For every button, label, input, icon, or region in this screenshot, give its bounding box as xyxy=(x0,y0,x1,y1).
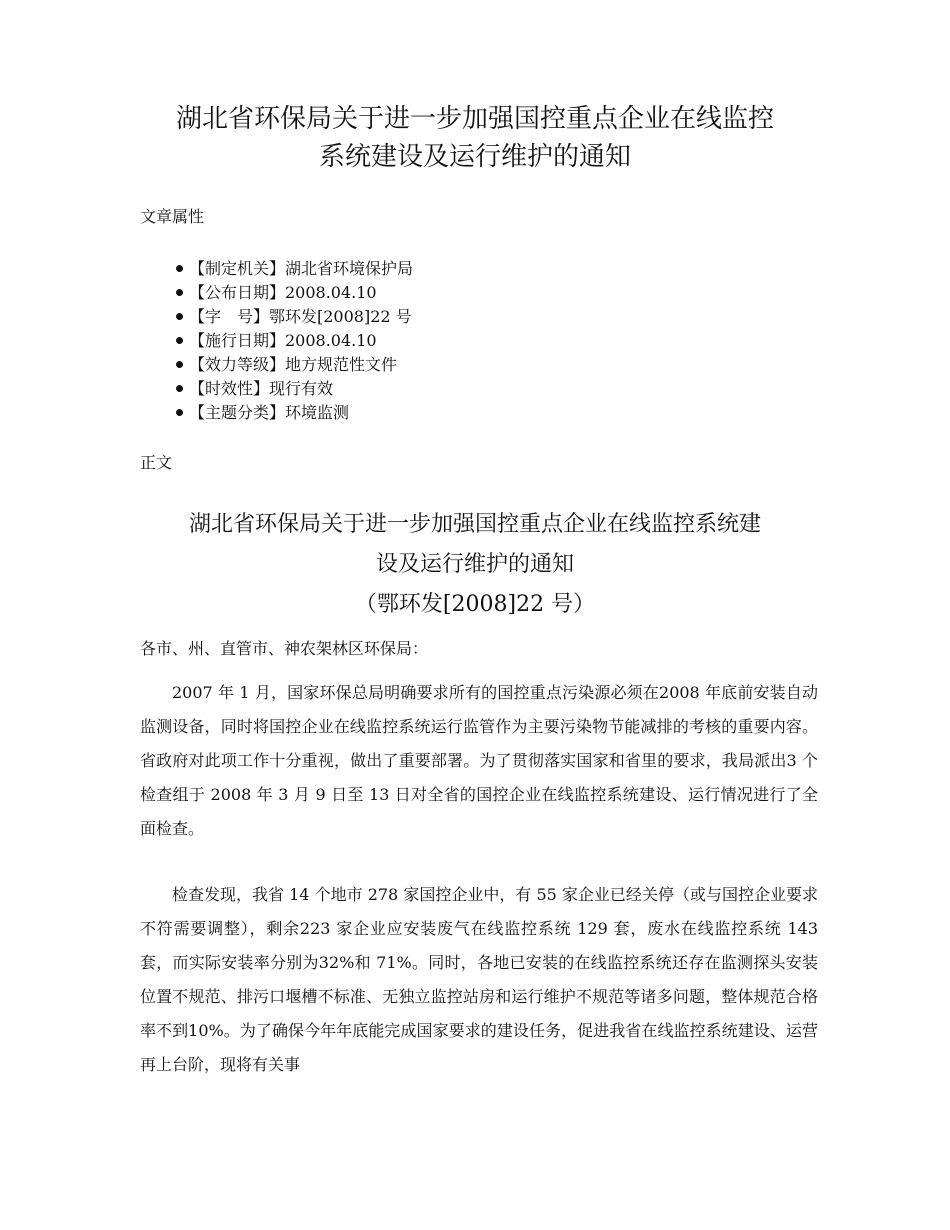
body-title-line: 设及运行维护的通知 xyxy=(375,552,574,577)
attribute-text: 【制定机关】湖北省环境保护局 xyxy=(189,259,414,278)
body-paragraph: 2007 年 1 月，国家环保总局明确要求所有的国控重点污染源必须在2008 年底前安装自动监测设备，同时将国控企业在线监控系统运行监管作为主要污染物节能减排的考核的重要内容。省政府对此项工作十分重视，做出了重要部署。为了贯彻落实国家和省里的要求，我局派出3 个检查组于 2008 年 3 月 9 日至 13 日对全省的国控企业在线监控系统建设、运行情况进行了全面检查。 xyxy=(140,683,818,838)
bullet-icon xyxy=(176,337,183,344)
attribute-text: 【主题分类】环境监测 xyxy=(189,403,350,422)
attribute-text: 【公布日期】2008.04.10 xyxy=(189,283,377,302)
attribute-text: 【施行日期】2008.04.10 xyxy=(189,331,377,350)
body-title-line: 湖北省环保局关于进一步加强国控重点企业在线监控系统建 xyxy=(188,512,761,537)
body-title xyxy=(120,505,830,625)
document-title-line: 湖北省环保局关于进一步加强国控重点企业在线监控 xyxy=(175,104,774,134)
body-paragraph: 检查发现，我省 14 个地市 278 家国控企业中，有 55 家企业已经关停（或与国控企业要求不符需要调整），剩余223 家企业应安装废气在线监控系统 129 套，废水在线监控系统 143 套，而实际安装率分别为32%和 71%。同时，各地已安装的在线监控系统还存在监测探头安装位置不规范、排污口堰槽不标准、无独立监控站房和运行维护不规范等诸多问题，整体规范合格率不到10%。为了确保今年年底能完成国家要求的建设任务，促进我省在线监控系统建设、运营再上台阶，现将有关事 xyxy=(140,885,818,1074)
body-heading: 正文 xyxy=(140,453,173,472)
document-number: （鄂环发[2008]22 号） xyxy=(354,592,596,617)
attribute-text: 【字 号】鄂环发[2008]22 号 xyxy=(189,307,412,326)
attribute-text: 【时效性】现行有效 xyxy=(189,379,334,398)
salutation: 各市、州、直管市、神农架林区环保局： xyxy=(140,639,429,658)
bullet-icon xyxy=(176,289,183,296)
bullet-icon xyxy=(176,313,183,320)
bullet-icon xyxy=(176,409,183,416)
attribute-text: 【效力等级】地方规范性文件 xyxy=(189,355,398,374)
bullet-icon xyxy=(176,385,183,392)
document-title xyxy=(120,100,830,176)
bullet-icon xyxy=(176,361,183,368)
attributes-heading: 文章属性 xyxy=(140,207,205,226)
document-title-line: 系统建设及运行维护的通知 xyxy=(318,142,631,172)
bullet-icon xyxy=(176,265,183,272)
